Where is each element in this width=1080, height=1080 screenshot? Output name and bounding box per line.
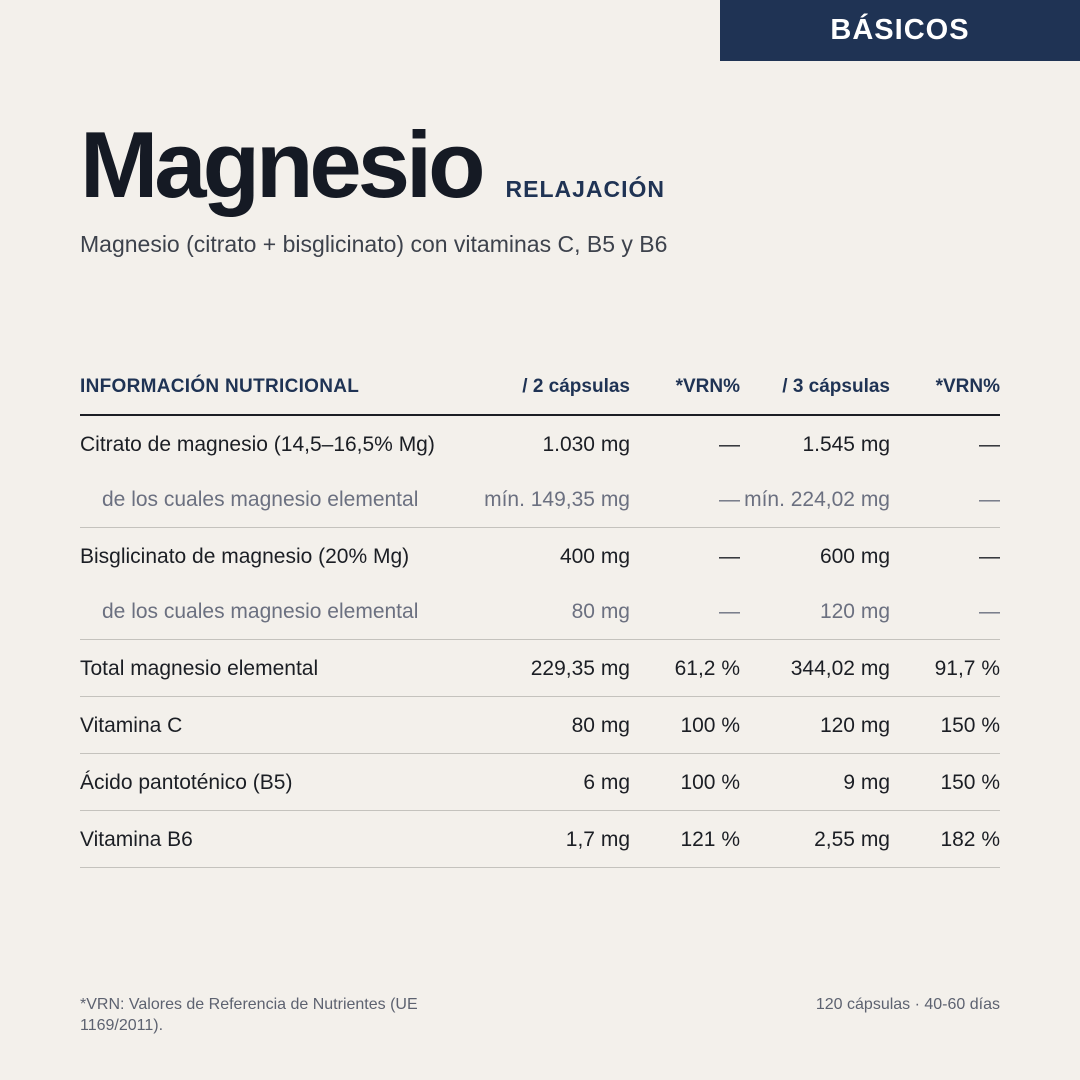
table-row <box>80 472 1000 528</box>
vrn-3-capsules: 91,7 % <box>890 640 1000 697</box>
nutrient-name: Citrato de magnesio (14,5–16,5% Mg) <box>80 433 435 456</box>
title-row <box>80 112 666 217</box>
vrn-2-capsules: 121 % <box>630 811 740 868</box>
nutrition-table <box>80 360 1000 868</box>
dose-2-capsules: 80 mg <box>468 697 630 754</box>
vrn-footnote: *VRN: Valores de Referencia de Nutrientes (UE 1169/2011). <box>80 996 418 1034</box>
vrn-2-capsules: 61,2 % <box>630 640 740 697</box>
dose-3-capsules: 120 mg <box>740 584 890 640</box>
vrn-3-capsules: 150 % <box>890 754 1000 811</box>
dose-2-capsules: 80 mg <box>468 584 630 640</box>
table-header-row <box>80 360 1000 415</box>
dose-2-capsules: 400 mg <box>559 545 630 568</box>
dose-2-capsules: 1,7 mg <box>468 811 630 868</box>
vrn-2-capsules: 100 % <box>630 754 740 811</box>
dose-3-capsules: 2,55 mg <box>740 811 890 868</box>
vrn-3-capsules: — <box>979 545 1000 568</box>
vrn-2-capsules: — <box>719 433 740 456</box>
dose-3-capsules: 120 mg <box>740 697 890 754</box>
header-vrn-2: *VRN% <box>630 360 740 415</box>
table-row <box>80 640 1000 697</box>
category-badge: BÁSICOS <box>720 0 1080 61</box>
vrn-2-capsules: — <box>719 545 740 568</box>
vrn-3-capsules: 182 % <box>890 811 1000 868</box>
dose-2-capsules: 229,35 mg <box>468 640 630 697</box>
table-row <box>80 415 1000 472</box>
table-row <box>80 754 1000 811</box>
vrn-2-capsules: — <box>630 584 740 640</box>
vrn-2-capsules: 100 % <box>630 697 740 754</box>
dose-3-capsules: 344,02 mg <box>740 640 890 697</box>
nutrient-name: Vitamina B6 <box>80 811 468 868</box>
header-dose-2-capsules: / 2 cápsulas <box>468 360 630 415</box>
vrn-2-capsules: — <box>630 472 740 528</box>
nutrient-name: de los cuales magnesio elemental <box>80 584 468 640</box>
vrn-3-capsules: — <box>890 472 1000 528</box>
product-subtitle: Magnesio (citrato + bisglicinato) con vitaminas C, B5 y B6 <box>80 231 668 257</box>
dose-3-capsules: 600 mg <box>819 545 890 568</box>
nutrient-name: Ácido pantoténico (B5) <box>80 754 468 811</box>
table-row <box>80 811 1000 868</box>
dose-3-capsules: 1.545 mg <box>802 433 890 456</box>
dose-3-capsules: 9 mg <box>740 754 890 811</box>
dose-3-capsules: mín. 224,02 mg <box>740 472 890 528</box>
nutrient-name: Total magnesio elemental <box>80 640 468 697</box>
vrn-3-capsules: — <box>979 433 1000 456</box>
package-info: 120 cápsulas · 40-60 días <box>815 996 1000 1013</box>
header-dose-3-capsules: / 3 cápsulas <box>740 360 890 415</box>
header-nutrient: INFORMACIÓN NUTRICIONAL <box>80 360 468 415</box>
table-row <box>80 697 1000 754</box>
product-tagline: RELAJACIÓN <box>505 176 666 202</box>
nutrient-name: Vitamina C <box>80 697 468 754</box>
dose-2-capsules: 6 mg <box>468 754 630 811</box>
table-row <box>80 528 1000 585</box>
dose-2-capsules: 1.030 mg <box>542 433 630 456</box>
nutrient-name: Bisglicinato de magnesio (20% Mg) <box>80 545 410 568</box>
vrn-3-capsules: — <box>890 584 1000 640</box>
vrn-3-capsules: 150 % <box>890 697 1000 754</box>
table-row <box>80 584 1000 640</box>
dose-2-capsules: mín. 149,35 mg <box>468 472 630 528</box>
nutrient-name: de los cuales magnesio elemental <box>80 472 468 528</box>
product-title: Magnesio <box>80 112 482 217</box>
header-vrn-3: *VRN% <box>890 360 1000 415</box>
